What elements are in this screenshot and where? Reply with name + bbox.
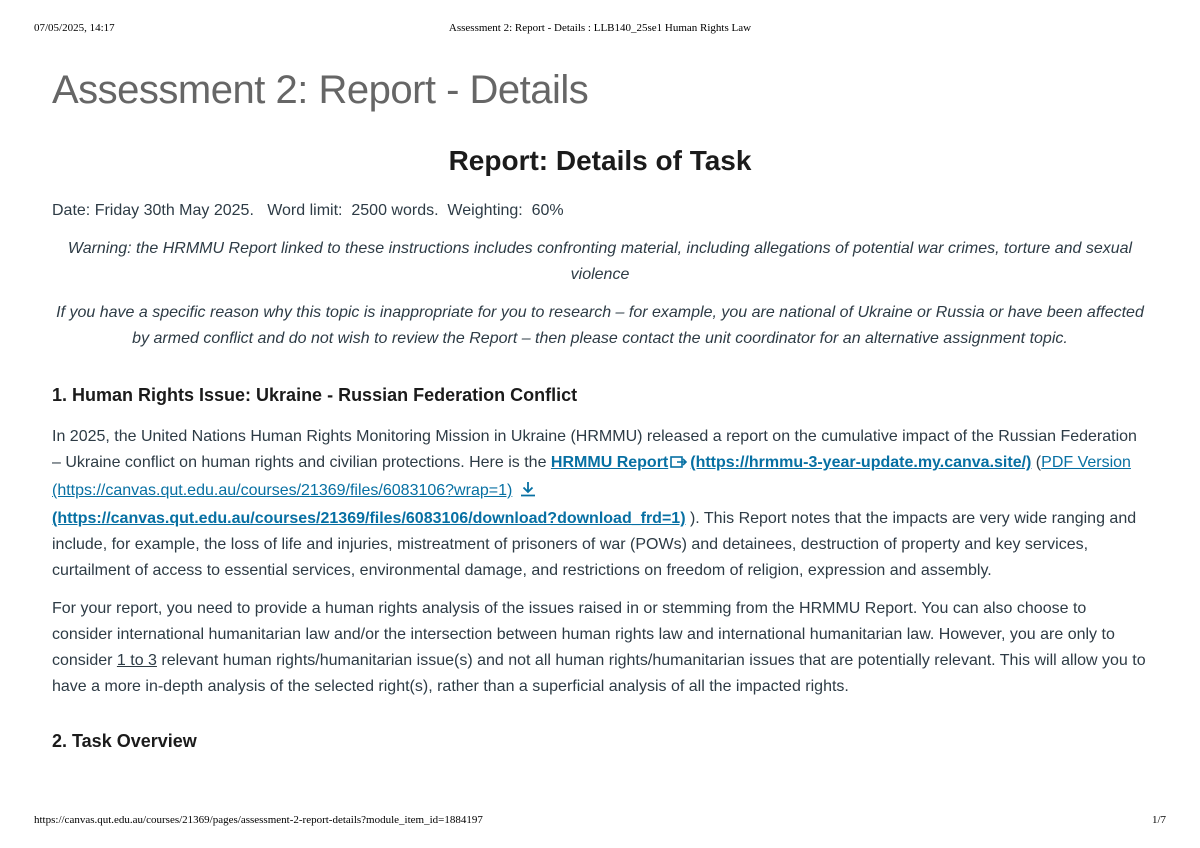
alternative-topic-notice: If you have a specific reason why this topic is inappropriate for you to research – for example, you are national of Ukraine or Russia or have been affected by armed conflict and do not wish to review the Report – then please contact the unit coordinator for an alternative assignment topic. bbox=[56, 304, 1144, 347]
print-page-title: Assessment 2: Report - Details : LLB140_25se1 Human Rights Law bbox=[448, 22, 752, 34]
hrmmu-report-link[interactable] bbox=[551, 454, 1031, 471]
page-title: Assessment 2: Report - Details bbox=[52, 68, 589, 112]
paragraph-text-after: ). This Report notes that the impacts are very wide ranging and include, for example, the loss of life and injuries, mistreatment of prisoners of war (POWs) and detainees, destruction of property and key services, curtailment of access to essential services, environmental damage, and restrictions on freedom of religion, expression and assembly. bbox=[52, 510, 1137, 579]
section1-paragraph-1 bbox=[52, 424, 1148, 584]
hrmmu-report-url: (https://hrmmu-3-year-update.my.canva.site/) bbox=[690, 454, 1032, 471]
print-datetime: 07/05/2025, 14:17 bbox=[34, 22, 115, 34]
print-url: https://canvas.qut.edu.au/courses/21369/pages/assessment-2-report-details?module_item_id=1884197 bbox=[34, 814, 483, 826]
pdf-version-url: (https://canvas.qut.edu.au/courses/21369/files/6083106?wrap=1) bbox=[52, 482, 513, 499]
section1-paragraph-2 bbox=[52, 596, 1148, 700]
paragraph-text: For your report, you need to provide a human rights analysis of the issues raised in or stemming from the HRMMU Report. You can also choose to consider international humanitarian law and/or the intersection between human rights law and international humanitarian law. However, you are only to consider bbox=[52, 600, 1115, 669]
section-heading-human-rights-issue: 1. Human Rights Issue: Ukraine - Russian Federation Conflict bbox=[52, 385, 578, 405]
assessment-meta: Date: Friday 30th May 2025. Word limit: 2500 words. Weighting: 60% bbox=[52, 202, 564, 219]
paragraph-text-after: relevant human rights/humanitarian issue(s) and not all human rights/humanitarian issues that are potentially relevant. This will allow you to have a more in-depth analysis of the selected right(s), rather than a superficial analysis of all the impacted rights. bbox=[52, 652, 1146, 695]
download-icon bbox=[519, 480, 537, 506]
page-content bbox=[52, 64, 1148, 754]
pdf-version-link-label: PDF Version bbox=[1041, 454, 1131, 471]
print-page-number: 1/7 bbox=[1151, 814, 1166, 826]
document-heading: Report: Details of Task bbox=[448, 145, 752, 176]
print-header bbox=[34, 22, 1166, 36]
paren-open: ( bbox=[1031, 454, 1042, 471]
hrmmu-report-link-label: HRMMU Report bbox=[550, 454, 669, 471]
section-heading-task-overview: 2. Task Overview bbox=[52, 731, 197, 751]
paragraph-text: In 2025, the United Nations Human Rights Monitoring Mission in Ukraine (HRMMU) released a report on the cumulative impact of the Russian Federation – Ukraine conflict on human rights and civilian protections. Here is the bbox=[52, 428, 1137, 471]
download-url: (https://canvas.qut.edu.au/courses/21369/files/6083106/download?download_frd=1) bbox=[52, 510, 686, 527]
underlined-range: 1 to 3 bbox=[116, 652, 157, 669]
content-warning: Warning: the HRMMU Report linked to these instructions includes confronting material, including allegations of potential war crimes, torture and sexual violence bbox=[67, 240, 1133, 283]
print-footer bbox=[34, 814, 1166, 828]
external-link-icon bbox=[670, 452, 688, 478]
